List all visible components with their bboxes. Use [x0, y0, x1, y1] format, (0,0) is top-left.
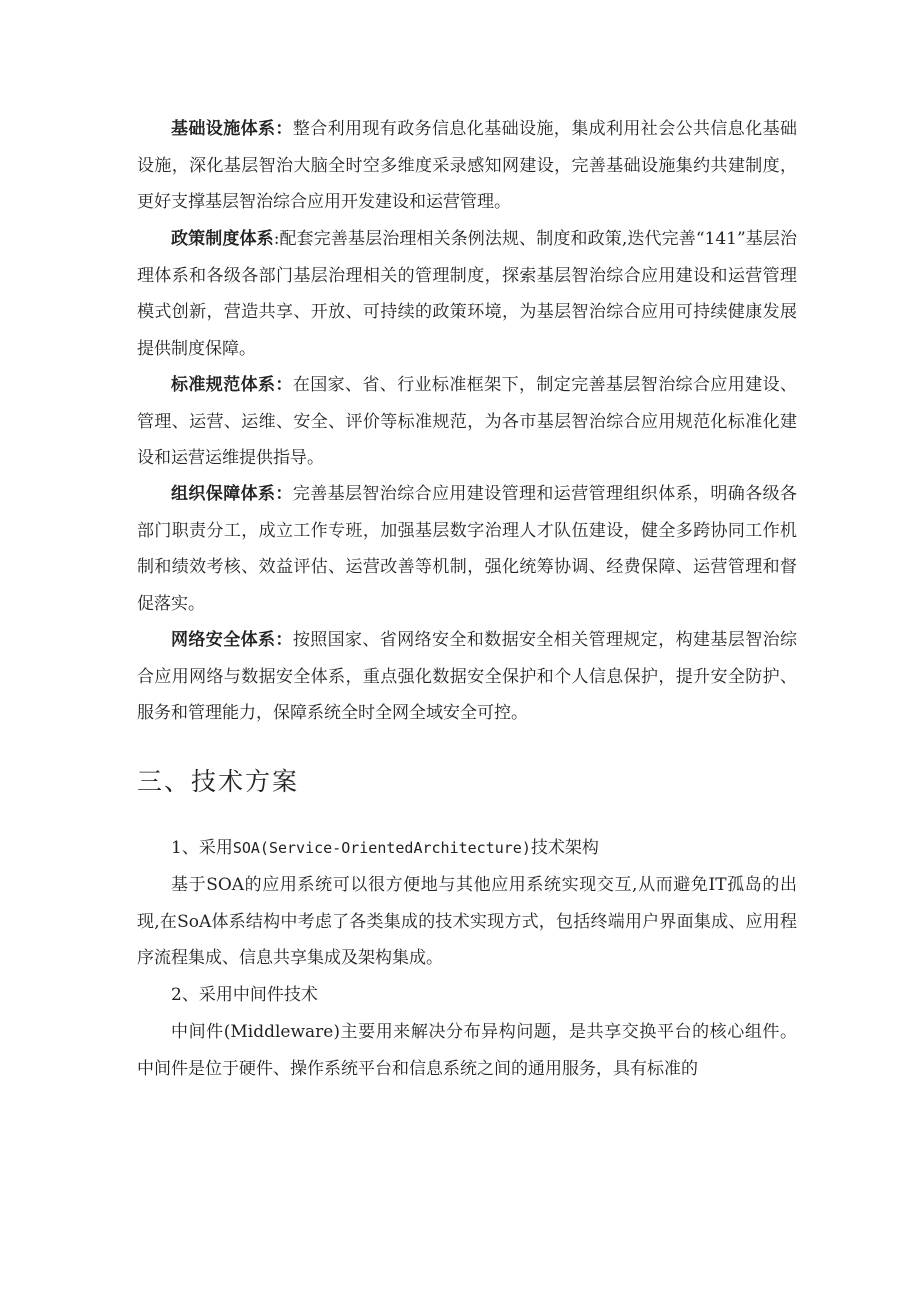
- paragraph-text: 按照国家、省网络安全和数据安全相关管理规定，构建基层智治综合应用网络与数据安全体系，重点强化数据安全保护和个人信息保护，提升安全防护、服务和管理能力，保障系统全时全网全域安全可控。: [137, 630, 798, 723]
- tech-item-1-prefix: 1、采用: [171, 838, 233, 858]
- paragraph-network-security: [137, 622, 797, 732]
- paragraph-label: 网络安全体系：: [171, 630, 293, 650]
- tech-item-1-body: 基于SOA的应用系统可以很方便地与其他应用系统实现交互,从而避免IT孤岛的出现,在SoA体系结构中考虑了各类集成的技术实现方式，包括终端用户界面集成、应用程序流程集成、信息共享集成及架构集成。: [137, 875, 797, 968]
- paragraph-organization: [137, 476, 797, 622]
- tech-item-1-term: SOA(Service-OrientedArchitecture): [232, 839, 531, 857]
- paragraph-infrastructure: [137, 111, 797, 221]
- tech-item-2-body: 中间件(Middleware)主要用来解决分布异构问题，是共享交换平台的核心组件。中间件是位于硬件、操作系统平台和信息系统之间的通用服务，具有标准的: [137, 1022, 797, 1079]
- paragraph-standards: [137, 367, 797, 477]
- paragraph-label: 组织保障体系：: [171, 484, 293, 504]
- paragraph-policy: [137, 221, 797, 367]
- paragraph-text: 完善基层智治综合应用建设管理和运营管理组织体系，明确各级各部门职责分工，成立工作专班，加强基层数字治理人才队伍建设，健全多跨协同工作机制和绩效考核、效益评估、运营改善等机制，强化统筹协调、经费保障、运营管理和督促落实。: [137, 484, 798, 614]
- paragraph-text: 在国家、省、行业标准框架下，制定完善基层智治综合应用建设、管理、运营、运维、安全、评价等标准规范，为各市基层智治综合应用规范化标准化建设和运营运维提供指导。: [137, 375, 798, 468]
- tech-item-1-suffix: 技术架构: [530, 838, 599, 858]
- tech-item-1-title: [137, 830, 797, 867]
- section-heading: 三、技术方案: [137, 767, 300, 796]
- paragraph-label: 政策制度体系: [171, 229, 274, 249]
- paragraph-text: 整合利用现有政务信息化基础设施，集成利用社会公共信息化基础设施，深化基层智治大脑全时空多维度采录感知网建设，完善基础设施集约共建制度，更好支撑基层智治综合应用开发建设和运营管理。: [137, 119, 798, 212]
- tech-item-2-title: 2、采用中间件技术: [171, 985, 318, 1005]
- paragraph-label: 基础设施体系：: [171, 119, 293, 139]
- paragraph-label: 标准规范体系：: [171, 375, 293, 395]
- paragraph-text: :配套完善基层治理相关条例法规、制度和政策,迭代完善“141”基层治理体系和各级各部门基层治理相关的管理制度，探索基层智治综合应用建设和运营管理模式创新，营造共享、开放、可持续的政策环境，为基层智治综合应用可持续健康发展提供制度保障。: [137, 229, 798, 359]
